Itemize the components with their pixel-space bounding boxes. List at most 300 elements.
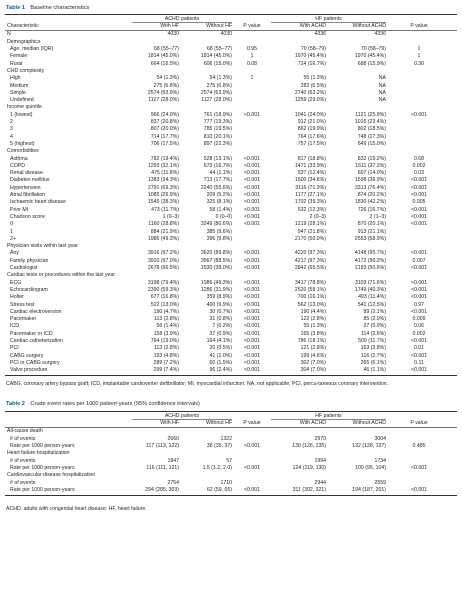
table-cell: 870 (20.1%) (357, 221, 386, 228)
table-cell: 282 (6.5%) (300, 82, 326, 89)
table-cell: 0.01 (413, 345, 425, 352)
table-cell: 2678 (66.5%) (147, 265, 179, 271)
row-label: Echocardiogram (10, 286, 48, 293)
row-label: Medium (10, 82, 29, 89)
table-cell: <0.001 (243, 464, 260, 471)
table-row (5, 214, 457, 221)
table-cell: <0.001 (410, 111, 427, 118)
table-cell: 1383 (34.3%) (147, 177, 179, 184)
table-cell: 2170 (50.0%) (294, 235, 326, 242)
row-label: Cardiovascular disease hospitalization (7, 472, 96, 479)
row-label: Rural (10, 60, 23, 67)
table-row (5, 185, 457, 192)
table-cell: 44 (1.1%) (209, 170, 232, 177)
table-cell: 1160 (28.8%) (148, 221, 179, 228)
table-row (5, 487, 457, 494)
table-cell: 3198 (79.4%) (147, 279, 179, 286)
table-cell: 0.68 (413, 155, 425, 162)
table-cell: 117 (113, 122) (146, 443, 179, 449)
table-cell: 116 (111, 121) (146, 464, 179, 471)
row-label: Prior MI (10, 206, 29, 213)
table-row (5, 229, 457, 236)
column-header: Without HF (206, 22, 232, 29)
row-label: Any (10, 250, 19, 257)
table-row (5, 156, 457, 163)
table-cell: 304 (7.0%) (300, 367, 326, 374)
table-cell: <0.001 (243, 294, 260, 301)
row-label: Charlson score (10, 213, 45, 220)
table-cell: <0.001 (410, 213, 427, 220)
table-cell: 541 (12.5%) (357, 301, 386, 308)
table-row (5, 316, 457, 323)
table-cell: <0.001 (243, 250, 260, 257)
column-header: Without ACHD (352, 22, 386, 29)
table-cell: 0.007 (412, 257, 426, 264)
table-cell: NA (378, 82, 386, 89)
column-header: With HF (160, 22, 179, 29)
column-header: P value (243, 419, 261, 426)
table-cell: 802 (18.5%) (357, 126, 386, 133)
table-cell: 1734 (374, 457, 386, 464)
table-cell: 190 (4.4%) (300, 308, 326, 315)
table-cell: 0.005 (412, 199, 426, 206)
row-label: CABG surgery (10, 352, 44, 359)
table-cell: 37 (0.9%) (209, 330, 232, 337)
row-label: Cardiac catheterization (10, 338, 64, 344)
table-cell: 2390 (59.3%) (147, 286, 179, 293)
table-cell: 158 (3.9%) (153, 330, 179, 337)
table-cell: 1814 (45.0%) (200, 53, 232, 60)
table-row (5, 31, 457, 38)
table-cell: <0.001 (410, 206, 427, 213)
row-label: 2 (10, 119, 13, 125)
table-cell: 1 (0–3) (162, 213, 179, 220)
group-header: ACHD patients (164, 412, 200, 419)
table-cell: 193 (4.8%) (153, 352, 179, 359)
table-row (5, 236, 457, 243)
table-cell: 122 (2.8%) (300, 316, 326, 323)
table-cell: <0.001 (243, 338, 260, 344)
table-row (5, 75, 457, 82)
table-row (5, 126, 457, 133)
table-cell: 114 (2.6%) (361, 330, 386, 337)
table-cell: 862 (19.9%) (297, 126, 326, 133)
table-cell: <0.001 (410, 192, 427, 198)
table-cell: 0.30 (413, 60, 425, 67)
table-cell: 522 (13.0%) (150, 301, 179, 308)
table-cell: <0.001 (243, 184, 260, 191)
table-row (5, 458, 457, 465)
table-cell: 0.485 (412, 443, 426, 449)
table-cell: <0.001 (410, 464, 427, 471)
column-header: P value (243, 22, 261, 29)
table-cell: 2559 (374, 479, 386, 486)
row-label: All-cause death (7, 428, 43, 435)
table-cell: 4030 (167, 31, 179, 38)
table-cell: 1286 (31.9%) (200, 286, 232, 293)
table2-footnote: ACHD, adults with congenital heart disease; HF, heart failure. (6, 506, 147, 512)
table-cell: 58 (1.4%) (209, 206, 232, 213)
row-label: Diabetes mellitus (10, 177, 50, 184)
row-label: 0 (10, 221, 13, 228)
row-label: Cardiologist (10, 265, 38, 271)
table-cell: 532 (12.3%) (297, 206, 326, 213)
table-cell: 164 (4.1%) (206, 338, 232, 344)
table-row (5, 338, 457, 345)
table-cell: <0.001 (410, 367, 427, 374)
table-cell: 2842 (65.5%) (294, 265, 326, 271)
row-label: Stress test (10, 301, 35, 308)
table-cell: 132 (128, 137) (352, 443, 386, 449)
row-label: Undefined (10, 97, 34, 104)
table-cell: 1986 (49.3%) (200, 279, 232, 286)
section-row (5, 472, 457, 479)
table-cell: 2 (1–3) (369, 213, 386, 220)
table-cell: 2791 (69.3%) (147, 184, 179, 191)
column-header: With ACHD (299, 419, 326, 426)
table-cell: <0.001 (243, 162, 260, 169)
table-row (5, 367, 457, 374)
table-cell: 37 (0.9%) (363, 323, 386, 330)
table1-caption (6, 4, 89, 12)
table-row (5, 287, 457, 294)
table-cell: 713 (17.7%) (203, 177, 232, 184)
table-cell: 1293 (32.1%) (147, 162, 179, 169)
table-row (5, 141, 457, 148)
table-cell: 509 (11.7%) (358, 338, 386, 344)
table-cell: 55 (1.3%) (303, 75, 326, 82)
table-cell: 4172 (96.2%) (354, 257, 386, 264)
table-cell: 1121 (25.9%) (355, 111, 386, 118)
table-cell: 3313 (76.4%) (354, 184, 386, 191)
table-row (5, 331, 457, 338)
table-row (5, 353, 457, 360)
table-cell: 70 (58–79) (300, 46, 326, 52)
row-label: 2+ (10, 235, 16, 242)
table-cell: 194 (187, 201) (352, 486, 386, 493)
table-cell: <0.001 (243, 257, 260, 264)
row-label: Rate per 1000 person-years (10, 486, 75, 493)
table-cell: 1814 (45.0%) (147, 53, 179, 60)
table-cell: 785 (19.5%) (203, 126, 232, 133)
table-row (5, 199, 457, 206)
row-label: Family physician (10, 257, 49, 264)
table-cell: 7 (0.2%) (212, 323, 232, 330)
table-cell: 0.009 (412, 316, 426, 323)
row-label: 1 (10, 228, 13, 235)
table-row (5, 345, 457, 352)
table-row (5, 443, 457, 450)
section-row (5, 148, 457, 155)
table-cell: 1127 (28.0%) (148, 97, 179, 104)
table-row (5, 302, 457, 309)
table-cell: 302 (7.0%) (300, 359, 326, 366)
table-cell: 807 (20.0%) (150, 126, 179, 133)
table-row (5, 83, 457, 90)
row-label: COPD (10, 162, 25, 169)
row-label: Demographics (7, 38, 41, 45)
row-label: 5 (highest) (10, 140, 35, 147)
table-cell: 0.002 (412, 330, 426, 337)
table-cell: 3567 (88.5%) (200, 257, 232, 264)
row-label: 4 (10, 133, 13, 140)
table-cell: <0.001 (410, 279, 427, 286)
table-cell: <0.001 (410, 177, 427, 184)
table-cell: <0.001 (410, 265, 427, 271)
table-cell: <0.001 (243, 170, 260, 177)
row-label: 3 (10, 126, 13, 133)
table-cell: <0.001 (410, 184, 427, 191)
table-row (5, 177, 457, 184)
table-row (5, 53, 457, 60)
column-header-row (5, 420, 457, 427)
table-cell: 764 (19.0%) (150, 338, 179, 344)
table-cell: 688 (15.9%) (357, 60, 386, 67)
table-cell: 275 (6.8%) (153, 82, 179, 89)
table-cell: 1041 (24.0%) (294, 111, 326, 118)
table-cell: 664 (16.5%) (150, 60, 179, 67)
table-cell: 36 (35, 37) (206, 443, 232, 449)
table-row (5, 192, 457, 199)
table-cell: 966 (24.0%) (150, 111, 179, 118)
table-cell: 0.002 (412, 162, 426, 169)
table-row (5, 280, 457, 287)
row-label: Female (10, 53, 28, 60)
column-header: Without HF (206, 419, 232, 426)
row-label: Renal disease (10, 170, 43, 177)
table-cell: 299 (7.4%) (153, 367, 179, 374)
table-cell: 1471 (33.9%) (294, 162, 326, 169)
table-row (5, 97, 457, 104)
table-row (5, 294, 457, 301)
row-label: Cardiac electroversion (10, 308, 62, 315)
table-cell: <0.001 (243, 301, 260, 308)
table-cell: 673 (16.7%) (203, 162, 232, 169)
table-cell: 3916 (97.2%) (147, 250, 179, 257)
table-cell: 2660 (167, 435, 179, 442)
row-label: N (7, 31, 11, 38)
row-label: Age, median (IQR) (10, 46, 54, 52)
table-cell: 121 (2.8%) (300, 345, 326, 352)
table-cell: 2 (0–3) (309, 213, 326, 220)
table-cell: 3103 (71.6%) (354, 279, 386, 286)
table-cell: 4217 (97.3%) (294, 257, 326, 264)
table-cell: 190 (4.7%) (153, 308, 179, 315)
table-cell: 0 (0–0) (215, 213, 232, 220)
table-cell: 359 (8.9%) (206, 294, 232, 301)
table-row (5, 163, 457, 170)
row-label: # of events (10, 435, 36, 442)
table-cell: 757 (17.5%) (297, 140, 326, 147)
row-label: PCI or CABG surgery (10, 359, 60, 366)
table-cell: 1847 (167, 457, 179, 464)
table-cell: 54 (1.3%) (156, 75, 179, 82)
row-label: Hypertension (10, 184, 41, 191)
table-cell: 1598 (36.9%) (354, 177, 386, 184)
section-row (5, 104, 457, 111)
table-cell: 1710 (220, 479, 232, 486)
table-cell: 3249 (80.6%) (200, 221, 232, 228)
table-cell: 116 (2.7%) (361, 352, 386, 359)
table-cell: 41 (1.0%) (209, 352, 232, 359)
table-cell: <0.001 (243, 359, 260, 366)
table-cell: 96 (2.4%) (209, 367, 232, 374)
table-row (5, 323, 457, 330)
table-cell: 764 (17.6%) (297, 133, 326, 140)
table-cell: 60 (1.5%) (209, 359, 232, 366)
table-cell: 677 (16.8%) (150, 294, 179, 301)
table-cell: 57 (226, 457, 232, 464)
table-cell: 2944 (314, 479, 326, 486)
table-cell: <0.001 (243, 177, 260, 184)
table-cell: 113 (2.8%) (154, 316, 179, 323)
row-label: Cardiac tests or procedures within the last year (7, 272, 116, 279)
table-cell: 396 (9.8%) (206, 235, 232, 242)
table-cell: 761 (18.9%) (203, 111, 232, 118)
table-cell: 649 (15.0%) (357, 140, 386, 147)
section-row (5, 68, 457, 75)
table-cell: 1611 (37.2%) (355, 162, 386, 169)
column-header: P value (410, 22, 428, 29)
row-label: # of events (10, 457, 36, 464)
table-cell: 1530 (38.0%) (200, 265, 232, 271)
table-cell: 20 (0.5%) (209, 345, 232, 352)
table-cell: 884 (21.9%) (150, 228, 179, 235)
table-cell: 724 (16.7%) (297, 60, 326, 67)
table-cell: <0.001 (243, 265, 260, 271)
table2-title: Crude event rates per 1000 patient-years (95% confidence intervals) (30, 401, 200, 407)
table-cell: <0.001 (243, 279, 260, 286)
table-cell: 0.03 (413, 170, 425, 177)
table-cell: 606 (15.0%) (203, 60, 232, 67)
table-cell: 1.5 (1.2, 2.0) (202, 464, 232, 471)
table-cell: 113 (2.8%) (154, 345, 179, 352)
group-header: ACHD patients (164, 15, 200, 22)
table-cell: 1994 (314, 457, 326, 464)
table-cell: 700 (16.1%) (297, 294, 326, 301)
row-label: Pacemaker or ICD (10, 330, 53, 337)
table-cell: 4148 (95.7%) (354, 250, 386, 257)
table-cell: NA (378, 97, 386, 104)
table-cell: 3620 (89.8%) (200, 250, 232, 257)
table-cell: 70 (58–79) (360, 46, 386, 52)
table-cell: 54 (1.3%) (209, 75, 232, 82)
table-row (5, 61, 457, 68)
row-label: ECG (10, 279, 22, 286)
table-cell: 0.95 (246, 46, 258, 52)
table-row (5, 360, 457, 367)
table-cell: 1545 (38.3%) (147, 199, 179, 206)
baseline-characteristics-table (5, 14, 457, 380)
row-label: Heart failure hospitalization (7, 450, 70, 457)
table-cell: 726 (16.7%) (357, 206, 386, 213)
table-cell: <0.001 (410, 338, 427, 344)
column-header: Without ACHD (352, 419, 386, 426)
table-cell: <0.001 (243, 199, 260, 206)
table-cell: 311 (302, 321) (292, 486, 326, 493)
table-cell: 2553 (58.9%) (354, 235, 386, 242)
table-cell: 1970 (45.4%) (354, 53, 386, 60)
table-cell: 537 (12.4%) (297, 170, 326, 177)
column-header: P value (410, 419, 428, 426)
section-row (5, 243, 457, 250)
table-cell: 199 (4.6%) (300, 352, 326, 359)
table-cell: 714 (17.7%) (150, 133, 179, 140)
row-label: Income quintile (7, 104, 42, 111)
table-cell: 528 (13.1%) (203, 155, 232, 162)
table-cell: 1986 (49.3%) (147, 235, 179, 242)
table-row (5, 465, 457, 472)
table-cell: 130 (126, 135) (292, 443, 326, 449)
table-cell: 1016 (23.4%) (354, 119, 386, 125)
table-cell: 3004 (374, 435, 386, 442)
table-cell: 1500 (34.6%) (294, 177, 326, 184)
table-cell: 4220 (97.3%) (294, 250, 326, 257)
group-header-row (5, 413, 457, 420)
table-cell: 2754 (167, 479, 179, 486)
table-row (5, 258, 457, 265)
table-cell: 947 (21.8%) (297, 228, 326, 235)
table-cell: 1219 (28.1%) (294, 221, 326, 228)
table-cell: 0.97 (413, 301, 425, 308)
table-cell: 897 (22.3%) (203, 140, 232, 147)
table-cell: <0.001 (410, 308, 427, 315)
table2-caption (6, 400, 200, 408)
table-cell: 0.11 (414, 359, 424, 366)
table-cell: 1322 (220, 435, 232, 442)
table-cell: NA (378, 75, 386, 82)
table-cell: 3910 (97.0%) (147, 257, 179, 264)
table-cell: 400 (9.9%) (206, 301, 232, 308)
row-label: CHD complexity (7, 67, 45, 74)
table-cell: 473 (11.7%) (151, 206, 179, 213)
table-cell: 1127 (28.0%) (201, 97, 232, 104)
table-cell: <0.001 (243, 316, 260, 323)
group-header-row (5, 16, 457, 23)
table-row (5, 46, 457, 53)
table-cell: 912 (21.0%) (297, 119, 326, 125)
row-label: Atrial fibrillation (10, 192, 46, 198)
table-bottom-rule (5, 375, 457, 376)
table-cell: <0.001 (243, 323, 260, 330)
row-label: Comorbidities (7, 148, 39, 155)
table-cell: 2970 (314, 435, 326, 442)
table-row (5, 309, 457, 316)
table-cell: 4336 (374, 31, 386, 38)
table-cell: 832 (19.2%) (357, 155, 386, 162)
table-cell: 2193 (50.6%) (354, 265, 386, 271)
row-label: Rate per 1000 person-years (10, 464, 75, 471)
table-cell: 55 (1.3%) (303, 323, 326, 330)
table-row (5, 436, 457, 443)
table-cell: <0.001 (243, 155, 260, 162)
table-cell: 85 (2.0%) (363, 316, 386, 323)
table-cell: 1177 (27.1%) (295, 192, 326, 198)
table-cell: 1 (250, 53, 254, 60)
row-label: Simple (10, 89, 26, 96)
table-row (5, 90, 457, 97)
table-cell: 1 (250, 75, 254, 82)
row-label: Holter (10, 294, 24, 301)
table-cell: 89 (2.1%) (363, 308, 386, 315)
group-header: HF patients (315, 15, 342, 22)
table-cell: 817 (18.8%) (297, 155, 326, 162)
table-cell: 1085 (26.9%) (147, 192, 179, 198)
table-cell: 2574 (63.9%) (147, 89, 179, 96)
table-row (5, 207, 457, 214)
table-cell: <0.001 (243, 352, 260, 359)
table-cell: 165 (3.8%) (300, 330, 326, 337)
